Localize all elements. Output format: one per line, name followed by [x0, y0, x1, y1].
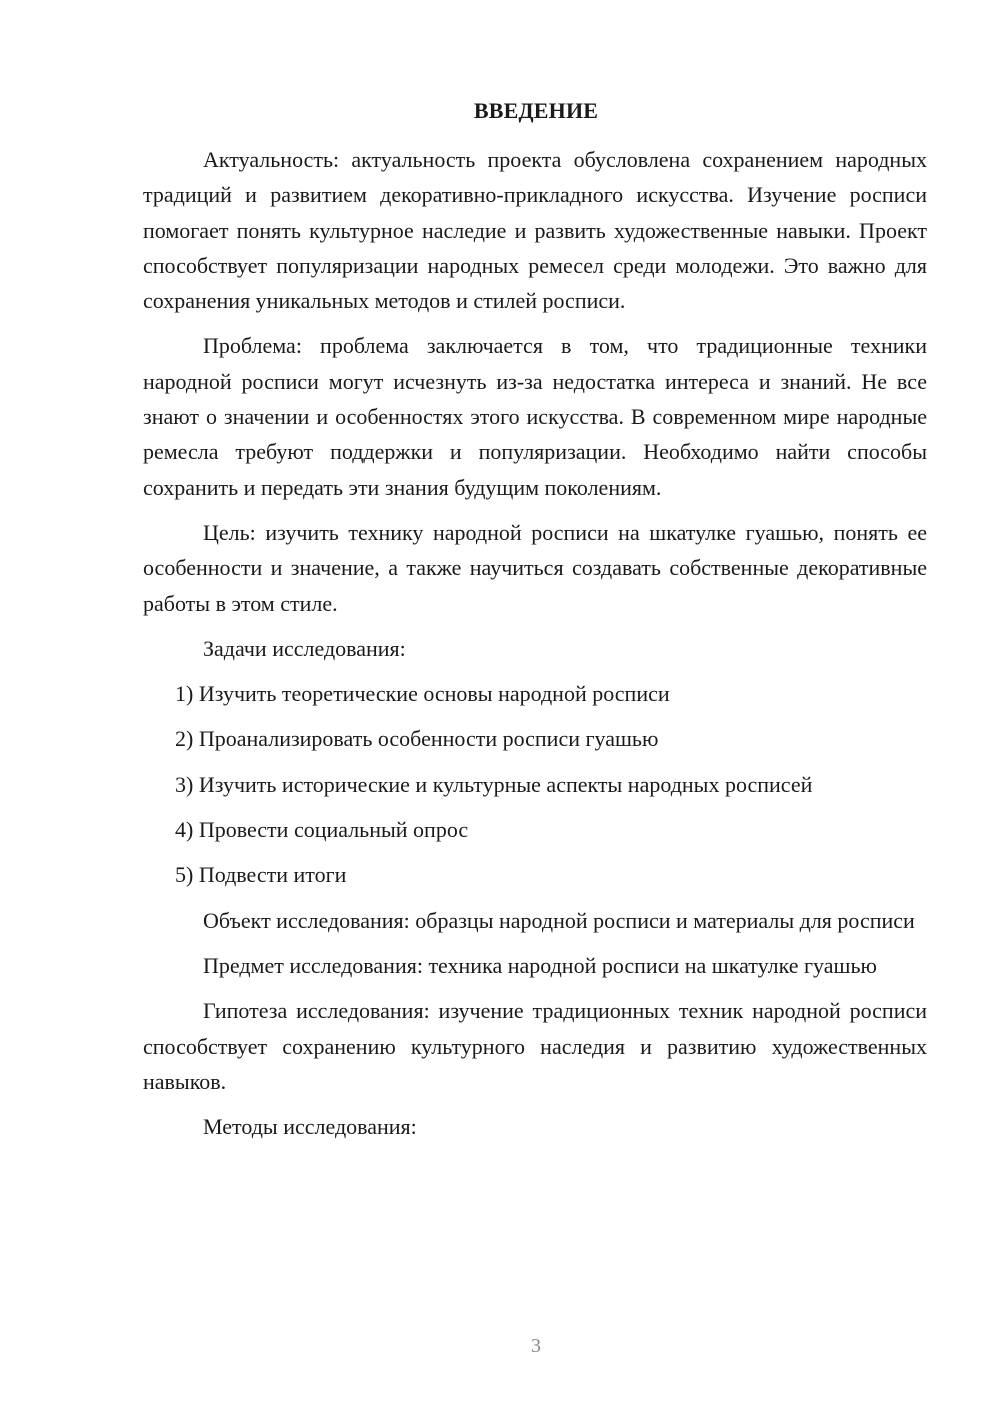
task-item: 2) Проанализировать особенности росписи гуашью [175, 726, 659, 752]
problem-paragraph: Проблема: проблема заключается в том, что традиционные техники народной росписи могут исчезнуть из-за недостатка интереса и знаний. Не все знают о значении и особенностях этого искусства. В современном мире народные ремесла требуют поддержки и популяризации. Необходимо найти способы сохранить и передать эти знания будущим поколениям. [143, 333, 927, 500]
methods-paragraph: Методы исследования: [203, 1114, 417, 1140]
goal-paragraph: Цель: изучить технику народной росписи на шкатулке гуашью, понять ее особенности и значение, а также научиться создавать собственные декоративные работы в этом стиле. [143, 519, 927, 616]
task-item: 3) Изучить исторические и культурные аспекты народных росписей [175, 771, 813, 797]
section-heading: ВВЕДЕНИЕ [473, 98, 599, 123]
hypothesis-paragraph: Гипотеза исследования: изучение традиционных техник народной росписи способствует сохранению культурного наследия и развитию художественных навыков. [143, 998, 927, 1094]
relevance-paragraph: Актуальность: актуальность проекта обусловлена сохранением народных традиций и развитием декоративно-прикладного искусства. Изучение росписи помогает понять культурное наследие и развить художественные навыки. Проект способствует популяризации народных ремесел среди молодежи. Это важно для сохранения уникальных методов и стилей росписи. [143, 147, 927, 314]
task-item: 4) Провести социальный опрос [175, 817, 469, 843]
task-item: 5) Подвести итоги [175, 862, 347, 888]
tasks-heading: Задачи исследования: [203, 635, 406, 661]
object-paragraph: Объект исследования: образцы народной росписи и материалы для росписи [203, 907, 915, 933]
subject-paragraph: Предмет исследования: техника народной росписи на шкатулке гуашью [203, 952, 877, 978]
task-item: 1) Изучить теоретические основы народной росписи [175, 681, 670, 707]
page-number: 3 [531, 1335, 541, 1357]
body-text [143, 142, 927, 1154]
